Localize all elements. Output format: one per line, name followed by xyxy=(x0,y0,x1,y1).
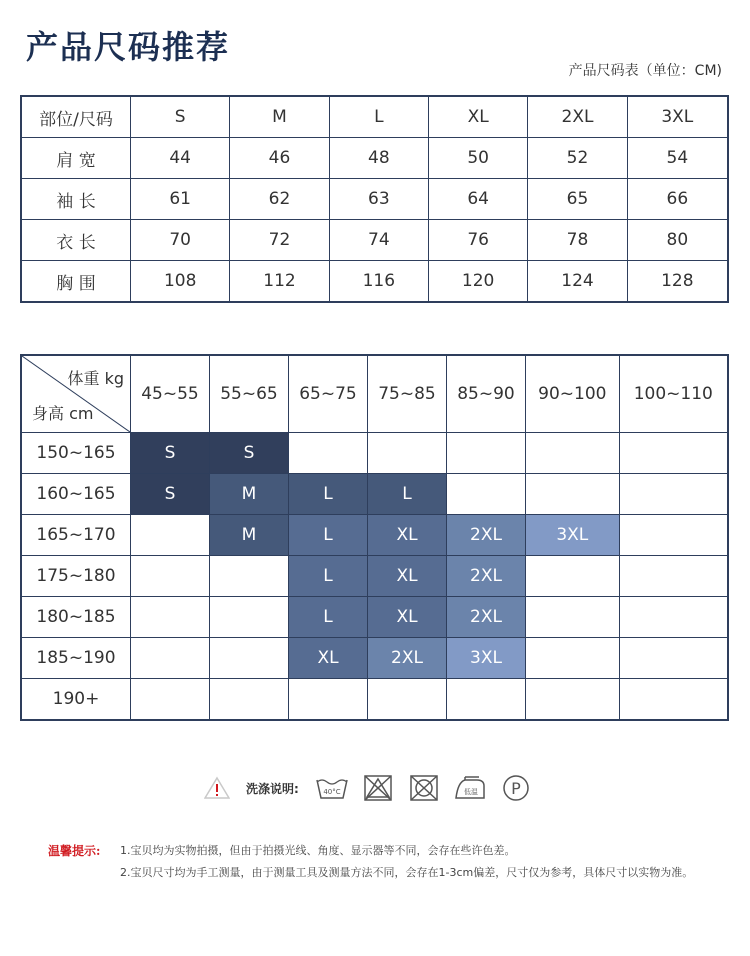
table-row xyxy=(21,179,728,220)
weight-range-header: 90~100 xyxy=(526,355,620,433)
measurement-value: 80 xyxy=(627,220,728,261)
empty-cell xyxy=(131,679,210,721)
empty-cell xyxy=(210,638,289,679)
measurement-value: 72 xyxy=(230,220,329,261)
measurement-label: 胸 围 xyxy=(21,261,131,303)
empty-cell xyxy=(526,638,620,679)
recommended-size-cell: L xyxy=(368,474,447,515)
measurement-value: 61 xyxy=(131,179,230,220)
page-title: 产品尺码推荐 xyxy=(26,28,231,66)
size-recommendation-table xyxy=(20,354,729,721)
empty-cell xyxy=(526,556,620,597)
measurement-value: 65 xyxy=(528,179,627,220)
empty-cell xyxy=(447,474,526,515)
table-row xyxy=(21,597,728,638)
notes-title: 温馨提示: xyxy=(48,844,101,858)
measurement-value: 124 xyxy=(528,261,627,303)
measurement-value: 62 xyxy=(230,179,329,220)
recommended-size-cell: XL xyxy=(289,638,368,679)
recommended-size-cell: 2XL xyxy=(447,556,526,597)
empty-cell xyxy=(619,474,728,515)
wash-40-icon xyxy=(315,773,349,803)
recommended-size-cell: XL xyxy=(368,556,447,597)
size-table-unit-caption: 产品尺码表（单位：CM) xyxy=(568,63,722,79)
measurement-value: 66 xyxy=(627,179,728,220)
height-axis-label: 身高 cm xyxy=(32,404,94,423)
table-row xyxy=(21,433,728,474)
measurement-value: 128 xyxy=(627,261,728,303)
weight-header-row xyxy=(21,355,728,433)
measurement-value: 70 xyxy=(131,220,230,261)
size-header-cell: 2XL xyxy=(528,96,627,138)
empty-cell xyxy=(526,433,620,474)
recommended-size-cell: XL xyxy=(368,597,447,638)
weight-range-header: 65~75 xyxy=(289,355,368,433)
size-chart-table xyxy=(20,95,729,303)
size-header-cell: XL xyxy=(428,96,527,138)
empty-cell xyxy=(289,433,368,474)
measurement-value: 50 xyxy=(428,138,527,179)
empty-cell xyxy=(447,679,526,721)
weight-range-header: 45~55 xyxy=(131,355,210,433)
recommended-size-cell: L xyxy=(289,597,368,638)
table-row xyxy=(21,515,728,556)
size-header-cell: 3XL xyxy=(627,96,728,138)
size-header-cell: L xyxy=(329,96,428,138)
empty-cell xyxy=(619,433,728,474)
recommended-size-cell: L xyxy=(289,556,368,597)
empty-cell xyxy=(619,515,728,556)
empty-cell xyxy=(131,515,210,556)
measurement-value: 63 xyxy=(329,179,428,220)
note-line: 1.宝贝均为实物拍摄，但由于拍摄光线、角度、显示器等不同，会存在些许色差。 xyxy=(120,844,516,857)
recommended-size-cell: L xyxy=(289,474,368,515)
measurement-label: 袖 长 xyxy=(21,179,131,220)
wash-temp-label: 40°C xyxy=(323,788,341,796)
dry-clean-letter: P xyxy=(510,779,521,798)
weight-range-header: 55~65 xyxy=(210,355,289,433)
measurement-value: 46 xyxy=(230,138,329,179)
empty-cell xyxy=(526,474,620,515)
recommended-size-cell: 2XL xyxy=(447,515,526,556)
recommended-size-cell: XL xyxy=(368,515,447,556)
no-bleach-icon xyxy=(361,773,395,803)
weight-axis-label: 体重 kg xyxy=(67,369,124,388)
measurement-value: 112 xyxy=(230,261,329,303)
measurement-value: 116 xyxy=(329,261,428,303)
dry-clean-p-icon xyxy=(499,773,533,803)
empty-cell xyxy=(210,679,289,721)
table-row xyxy=(21,679,728,721)
diagonal-corner-cell xyxy=(21,355,131,433)
empty-cell xyxy=(131,597,210,638)
measurement-value: 120 xyxy=(428,261,527,303)
empty-cell xyxy=(289,679,368,721)
recommended-size-cell: S xyxy=(131,433,210,474)
empty-cell xyxy=(368,433,447,474)
measurement-value: 54 xyxy=(627,138,728,179)
measurement-value: 76 xyxy=(428,220,527,261)
empty-cell xyxy=(210,597,289,638)
measurement-label: 肩 宽 xyxy=(21,138,131,179)
measurement-value: 64 xyxy=(428,179,527,220)
size-header-cell: M xyxy=(230,96,329,138)
table-row xyxy=(21,220,728,261)
recommended-size-cell: 3XL xyxy=(526,515,620,556)
measurement-value: 78 xyxy=(528,220,627,261)
measurement-value: 48 xyxy=(329,138,428,179)
warning-icon xyxy=(200,773,234,803)
size-header-cell: S xyxy=(131,96,230,138)
recommended-size-cell: M xyxy=(210,515,289,556)
iron-low-icon xyxy=(453,773,487,803)
recommended-size-cell: L xyxy=(289,515,368,556)
empty-cell xyxy=(526,679,620,721)
measurement-value: 44 xyxy=(131,138,230,179)
size-header-corner: 部位/尺码 xyxy=(21,96,131,138)
height-range-label: 165~170 xyxy=(21,515,131,556)
no-tumble-dry-icon xyxy=(407,773,441,803)
measurement-value: 108 xyxy=(131,261,230,303)
empty-cell xyxy=(368,679,447,721)
care-instructions xyxy=(200,770,533,806)
height-range-label: 185~190 xyxy=(21,638,131,679)
weight-range-header: 85~90 xyxy=(447,355,526,433)
empty-cell xyxy=(526,597,620,638)
table-row xyxy=(21,261,728,303)
measurement-label: 衣 长 xyxy=(21,220,131,261)
recommended-size-cell: 3XL xyxy=(447,638,526,679)
iron-temp-label: 低温 xyxy=(463,788,478,796)
empty-cell xyxy=(131,556,210,597)
empty-cell xyxy=(619,638,728,679)
empty-cell xyxy=(131,638,210,679)
size-header-row xyxy=(21,96,728,138)
height-range-label: 150~165 xyxy=(21,433,131,474)
empty-cell xyxy=(619,679,728,721)
empty-cell xyxy=(210,556,289,597)
weight-range-header: 100~110 xyxy=(619,355,728,433)
weight-range-header: 75~85 xyxy=(368,355,447,433)
recommended-size-cell: M xyxy=(210,474,289,515)
empty-cell xyxy=(619,597,728,638)
recommended-size-cell: 2XL xyxy=(368,638,447,679)
recommended-size-cell: 2XL xyxy=(447,597,526,638)
measurement-value: 74 xyxy=(329,220,428,261)
table-row xyxy=(21,556,728,597)
notes-section xyxy=(48,840,728,884)
table-row xyxy=(21,638,728,679)
empty-cell xyxy=(447,433,526,474)
note-line: 2.宝贝尺寸均为手工测量，由于测量工具及测量方法不同，会存在1-3cm偏差，尺寸仅为参考，具体尺寸以实物为准。 xyxy=(120,866,694,879)
recommended-size-cell: S xyxy=(210,433,289,474)
height-range-label: 180~185 xyxy=(21,597,131,638)
empty-cell xyxy=(619,556,728,597)
table-row xyxy=(21,138,728,179)
table-row xyxy=(21,474,728,515)
height-range-label: 160~165 xyxy=(21,474,131,515)
measurement-value: 52 xyxy=(528,138,627,179)
recommended-size-cell: S xyxy=(131,474,210,515)
height-range-label: 190+ xyxy=(21,679,131,721)
height-range-label: 175~180 xyxy=(21,556,131,597)
care-label: 洗涤说明: xyxy=(246,781,299,796)
